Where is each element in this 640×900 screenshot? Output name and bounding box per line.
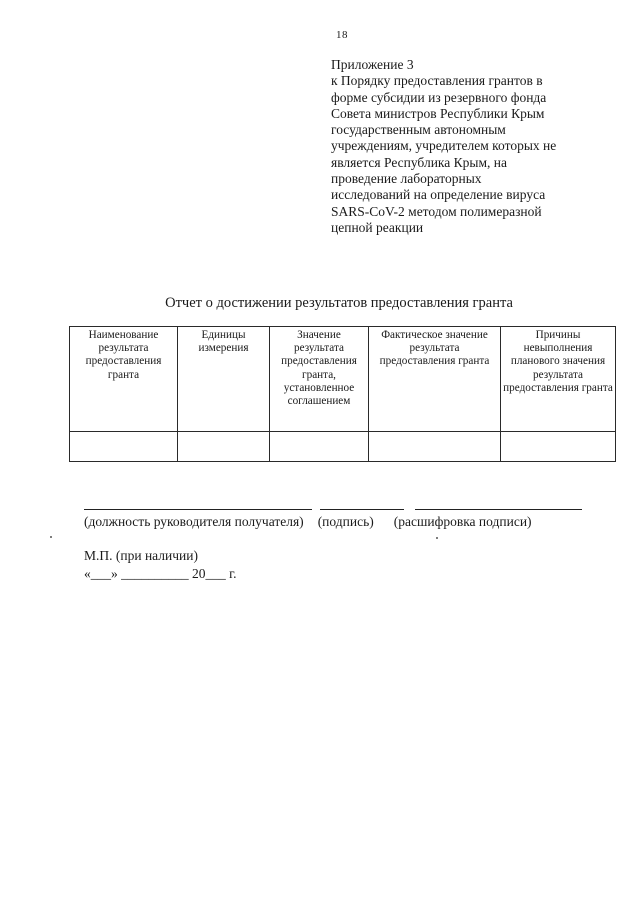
appendix-line: проведение лабораторных: [331, 171, 482, 187]
column-header-units: Единицы измерения: [178, 327, 270, 432]
table-cell: [178, 432, 270, 462]
decoding-caption: (расшифровка подписи): [393, 514, 532, 529]
position-caption: (должность руководителя получателя): [84, 514, 304, 529]
table-cell: [70, 432, 178, 462]
table-cell: [369, 432, 501, 462]
appendix-line: Совета министров Республики Крым: [331, 105, 545, 121]
appendix-line: к Порядку предоставления грантов в: [331, 73, 543, 89]
position-signature-line: [84, 509, 312, 510]
stamp-label: М.П. (при наличии): [84, 548, 198, 563]
column-header-result-name: Наименование результата предоставления гранта: [70, 327, 178, 432]
report-title: Отчет о достижении результатов предоставления гранта: [165, 295, 513, 311]
page-number: 18: [336, 29, 348, 41]
signature-captions: [84, 514, 532, 530]
appendix-line: государственным автономным: [331, 122, 506, 138]
decoding-signature-line: [415, 509, 582, 510]
appendix-line: учреждениям, учредителем которых не: [331, 138, 557, 154]
appendix-line: SARS-CoV-2 методом полимеразной: [331, 203, 542, 219]
signature-line: [320, 509, 404, 510]
column-header-failure-reasons: Причины невыполнения планового значения результата предоставления гранта: [501, 327, 616, 432]
signature-caption: (подпись): [317, 514, 374, 529]
appendix-line: Приложение 3: [331, 57, 414, 72]
table-cell: [270, 432, 369, 462]
appendix-line: цепной реакции: [331, 219, 424, 235]
table-row: [70, 432, 616, 462]
table-header-row: [70, 327, 616, 432]
report-table: [69, 326, 616, 462]
appendix-line: форме субсидии из резервного фонда: [331, 89, 547, 105]
scan-speck: [436, 537, 438, 539]
appendix-line: является Республика Крым, на: [331, 154, 507, 170]
column-header-actual-value: Фактическое значение результата предоставления гранта: [369, 327, 501, 432]
stamp-block: [84, 547, 237, 583]
scan-speck: [50, 536, 52, 538]
signature-lines: [0, 509, 640, 511]
appendix-header: [331, 57, 616, 236]
column-header-agreed-value: Значение результата предоставления гранта, установленное соглашением: [270, 327, 369, 432]
table-cell: [501, 432, 616, 462]
appendix-line: исследований на определение вируса: [331, 187, 546, 203]
date-line: «___» __________ 20___ г.: [84, 566, 237, 581]
